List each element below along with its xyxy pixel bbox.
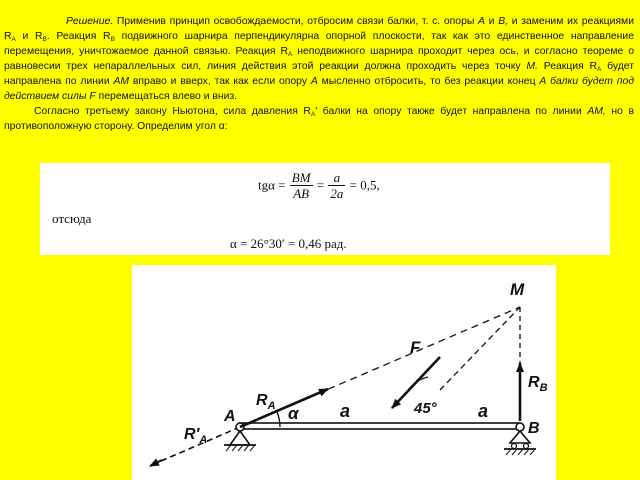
- text-run: и: [484, 16, 499, 27]
- text-run: М.: [526, 61, 538, 72]
- label-angle-45: 45°: [414, 400, 437, 417]
- text-run: неподвижного шарнира проходит через ось, и согласно теореме о равновесии трех непараллельных сил, линия действия этой реакции должна проходить через точку: [4, 46, 634, 72]
- text-run: А: [478, 16, 485, 27]
- ra-prime-arrowhead: [150, 460, 162, 466]
- text-run: вправо и вверх, так как если опору: [129, 76, 311, 87]
- text-run: будет направлена по линии: [4, 61, 634, 87]
- subscript: B: [42, 36, 47, 43]
- text-run: А балки будет под действием силы F: [4, 76, 634, 102]
- text-run: мысленно отбросить, то без реакции конец: [317, 76, 540, 87]
- label-rb-sub: B: [539, 382, 548, 394]
- text-run: перемещаться влево и вниз.: [95, 91, 238, 102]
- text-run: АМ: [113, 76, 130, 87]
- tg-label: tgα =: [258, 177, 286, 193]
- label-ra-prime: [184, 426, 207, 446]
- text-run: АМ,: [587, 106, 606, 117]
- denominator: AB: [293, 186, 310, 201]
- label-rb: [528, 374, 548, 394]
- label-m: M: [510, 280, 525, 299]
- label-rb-main: R: [528, 374, 540, 391]
- text-run: Применив принцип освобождаемости, отбросим связи балки, т. с. опоры: [113, 16, 479, 27]
- label-ra: [256, 392, 276, 412]
- result-value: = 0,5,: [349, 177, 380, 193]
- alpha-equation: α = 26°30′ = 0,46 рад.: [230, 236, 347, 251]
- text-run: подвижного шарнира перпендикулярна опорной плоскости, так как это единственное направление перемещения, уничтожаемое данной связью. Реакция R: [4, 31, 634, 57]
- fraction-a-2a: [328, 170, 345, 201]
- fraction-bm-ab: [290, 170, 313, 201]
- paragraph-1: [4, 14, 634, 104]
- label-ra-prime-sub: A: [199, 434, 208, 446]
- formula-panel: [40, 163, 610, 255]
- text-run: и R: [15, 31, 43, 42]
- text-run: А: [310, 76, 318, 87]
- solution-text: [4, 14, 634, 134]
- denominator: 2a: [330, 186, 344, 201]
- text-run: . Реакция R: [46, 31, 111, 42]
- subscript: A: [287, 51, 293, 58]
- ra-arrow: [240, 389, 328, 427]
- text-run: и заменим их реакциями R: [4, 16, 634, 42]
- subscript: A: [310, 111, 316, 118]
- label-ra-sub: A: [267, 400, 276, 412]
- text-run: Реакция R: [537, 61, 598, 72]
- beam-diagram-panel: [132, 265, 556, 480]
- numerator: a: [328, 170, 345, 186]
- label-alpha: α: [288, 404, 299, 423]
- label-b: B: [528, 420, 540, 437]
- label-a: A: [224, 408, 236, 425]
- otsyuda-word: отсюда: [52, 211, 92, 226]
- label-segment-1: a: [340, 401, 351, 421]
- tangent-equation: [258, 170, 380, 201]
- text-run: ' балки на опору также будет направлена по линии: [315, 106, 588, 117]
- text-run: но в противоположную сторону. Определим угол α:: [4, 106, 634, 132]
- subscript: A: [11, 36, 16, 43]
- label-f: F: [410, 338, 421, 357]
- paragraph-2: [4, 104, 634, 134]
- subscript: A: [597, 66, 602, 73]
- text-run: В,: [498, 16, 509, 27]
- equals-sign: =: [316, 177, 325, 193]
- subscript: B: [110, 36, 115, 43]
- label-ra-main: R: [256, 392, 268, 409]
- label-ra-prime-main: R′: [184, 426, 200, 443]
- beam: [240, 423, 520, 429]
- solution-lead: Решение.: [66, 16, 114, 27]
- numerator: BM: [291, 170, 311, 185]
- beam-diagram: [132, 265, 556, 480]
- label-segment-2: a: [478, 401, 489, 421]
- line-f-extension: [440, 307, 520, 390]
- text-run: Согласно третьему закону Ньютона, сила давления R: [34, 106, 311, 117]
